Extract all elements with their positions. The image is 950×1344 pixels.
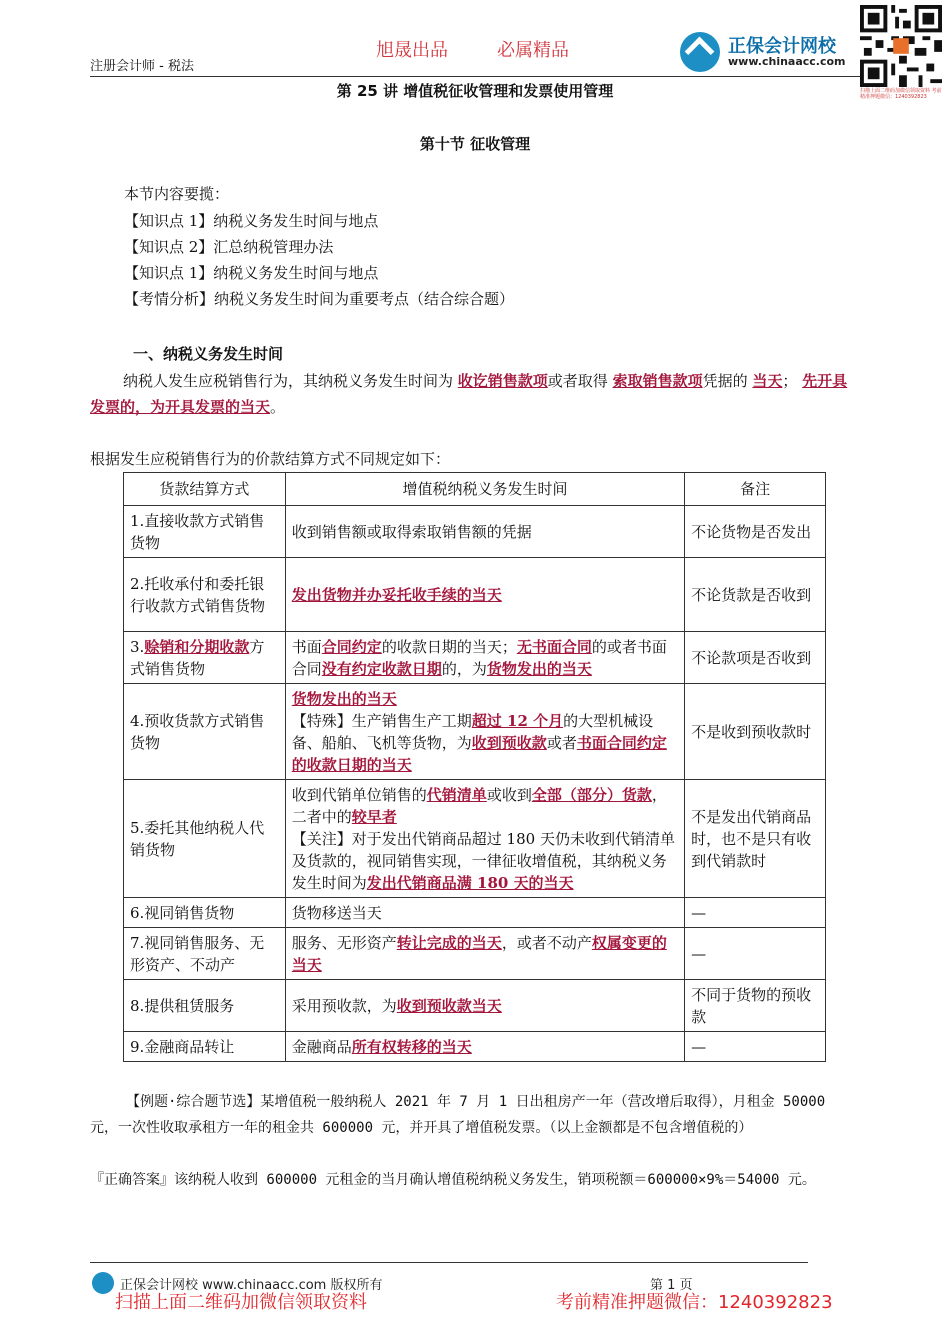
- time-cell: [285, 632, 684, 684]
- time-cell: [285, 1032, 684, 1062]
- table-header-row: [124, 473, 826, 506]
- key-text: 发出代销商品满 180 天的当天: [366, 873, 574, 892]
- footer-promo-left[interactable]: 扫描上面二维码加微信领取资料: [115, 1292, 367, 1313]
- cell-text: 方式销售货物: [130, 637, 265, 678]
- slogan-right: 必属精品: [497, 40, 569, 61]
- header-divider: [90, 76, 860, 77]
- table-row: [124, 558, 826, 632]
- cell-text: 收到代销单位销售的: [291, 785, 427, 804]
- footer-copyright: 正保会计网校 www.chinaacc.com 版权所有: [120, 1278, 383, 1293]
- para-text: 或者取得: [547, 372, 613, 390]
- cell-text: 的收款日期的当天；: [381, 637, 517, 656]
- cell-text: 的或者书面合同: [291, 637, 667, 678]
- footer-logo-icon: [92, 1272, 114, 1294]
- table-row: [124, 632, 826, 684]
- outline-intro: 本节内容要揽：: [124, 185, 230, 203]
- key-text: 无书面合同: [516, 637, 592, 656]
- note-cell: 不是发出代销商品时，也不是只有收到代销款时: [685, 780, 826, 898]
- time-cell: 收到销售额或取得索取销售额的凭据: [285, 506, 684, 558]
- note-cell: 不是收到预收款时: [685, 684, 826, 780]
- mode-cell: 8.提供租赁服务: [124, 980, 286, 1032]
- note-cell: 不同于货物的预收款: [685, 980, 826, 1032]
- example-answer: 『正确答案』该纳税人收到 600000 元租金的当月确认增值税纳税义务发生，销项税额＝600000×9%＝54000 元。: [90, 1172, 816, 1188]
- mode-cell: 6.视同销售货物: [124, 898, 286, 928]
- cell-text: 【关注】对于发出代销商品超过 180 天仍未收到代销清单及货款的，视同销售实现，一律征收增值税，其纳税义务发生时间为: [291, 829, 675, 892]
- outline-item: 【考情分析】纳税义务发生时间为重要考点（结合综合题）: [124, 290, 515, 308]
- key-text: 收到预收款: [471, 733, 547, 752]
- note-cell: —: [685, 1032, 826, 1062]
- cell-text: 采用预收款，为: [291, 996, 397, 1015]
- cell-text: 或者: [546, 733, 577, 752]
- key-text: 书面合同约定的收款日期的当天: [291, 733, 667, 774]
- column-header: 货款结算方式: [124, 473, 286, 506]
- key-text: 货物发出的当天: [486, 659, 592, 678]
- outline-item: 【知识点 1】纳税义务发生时间与地点: [124, 212, 379, 230]
- key-text: 收到预收款当天: [396, 996, 502, 1015]
- logo-url: www.chinaacc.com: [728, 55, 846, 68]
- column-header: 备注: [685, 473, 826, 506]
- para-key: 收讫销售款项: [457, 372, 548, 390]
- page-number: 第 1 页: [650, 1278, 693, 1293]
- outline-item: 【知识点 1】纳税义务发生时间与地点: [124, 264, 379, 282]
- cell-text: 或收到: [486, 785, 532, 804]
- key-text: 转让完成的当天: [396, 933, 502, 952]
- qr-caption: 扫描上面二维码加微信领取资料 考前精准押题微信：1240392823: [860, 88, 942, 100]
- table-row: [124, 898, 826, 928]
- para-key: 当天: [752, 372, 783, 390]
- qr-code-icon[interactable]: [860, 5, 942, 87]
- time-cell: [285, 558, 684, 632]
- footer-divider: [90, 1262, 808, 1263]
- note-cell: —: [685, 898, 826, 928]
- para-text: 凭据的: [702, 372, 753, 390]
- mode-cell: 7.视同销售服务、无形资产、不动产: [124, 928, 286, 980]
- cell-text: 【特殊】生产销售生产工期: [291, 711, 472, 730]
- heading-tax-time: 一、纳税义务发生时间: [133, 345, 284, 363]
- mode-cell: 2.托收承付和委托银行收款方式销售货物: [124, 558, 286, 632]
- key-text: 赊销和分期收款: [144, 637, 250, 656]
- time-cell: [285, 980, 684, 1032]
- note-cell: 不论货款是否收到: [685, 558, 826, 632]
- mode-cell: 9.金融商品转让: [124, 1032, 286, 1062]
- key-text: 全部（部分）货款: [531, 785, 652, 804]
- mode-cell: [124, 632, 286, 684]
- table-row: [124, 684, 826, 780]
- key-text: 货物发出的当天: [291, 689, 397, 708]
- cell-text: 服务、无形资产: [291, 933, 397, 952]
- key-text: 较早者: [351, 807, 397, 826]
- key-text: 超过 12 个月: [471, 711, 564, 730]
- key-text: 发出货物并办妥托收手续的当天: [291, 585, 502, 604]
- table-intro: 根据发生应税销售行为的价款结算方式不同规定如下：: [90, 450, 451, 468]
- cell-text: 的大型机械设备、船舶、飞机等货物，为: [291, 711, 654, 752]
- lecture-title: 第 25 讲 增值税征收管理和发票使用管理: [336, 82, 614, 100]
- mode-cell: 1.直接收款方式销售货物: [124, 506, 286, 558]
- table-row: [124, 980, 826, 1032]
- time-cell: [285, 780, 684, 898]
- note-cell: 不论款项是否收到: [685, 632, 826, 684]
- table-row: [124, 1032, 826, 1062]
- para-text: 。: [270, 398, 286, 416]
- cell-text: 书面: [291, 637, 322, 656]
- key-text: 合同约定: [321, 637, 382, 656]
- example-question: 【例题·综合题节选】某增值税一般纳税人 2021 年 7 月 1 日出租房产一年（营改增后取得），月租金 50000 元，一次性收取承租方一年的租金共 600000 元，并开具了增值税发票。（以上金额都是不包含增值税的）: [90, 1094, 826, 1136]
- note-cell: 不论货物是否发出: [685, 506, 826, 558]
- key-text: 没有约定收款日期: [321, 659, 442, 678]
- key-text: 代销清单: [426, 785, 487, 804]
- time-cell: 货物移送当天: [285, 898, 684, 928]
- note-cell: —: [685, 928, 826, 980]
- column-header: 增值税纳税义务发生时间: [285, 473, 684, 506]
- key-text: 所有权转移的当天: [351, 1037, 472, 1056]
- time-cell: [285, 928, 684, 980]
- tax-time-paragraph: [90, 368, 860, 420]
- logo-name: 正保会计网校: [728, 36, 836, 57]
- cell-text: ，或者不动产: [501, 933, 592, 952]
- cell-text: 金融商品: [291, 1037, 352, 1056]
- section-title: 第十节 征收管理: [419, 135, 531, 153]
- table-row: [124, 928, 826, 980]
- mode-cell: 5.委托其他纳税人代销货物: [124, 780, 286, 898]
- slogan-left: 旭晟出品: [376, 40, 448, 61]
- para-key: 先开具发票的，为开具发票的当天: [90, 372, 848, 416]
- cell-text: 3.: [130, 637, 145, 656]
- table-row: [124, 506, 826, 558]
- footer-promo-right[interactable]: 考前精准押题微信：1240392823: [556, 1292, 833, 1313]
- cell-text: 的，为: [441, 659, 487, 678]
- outline-item: 【知识点 2】汇总纳税管理办法: [124, 238, 334, 256]
- para-key: 索取销售款项: [612, 372, 703, 390]
- table-row: [124, 780, 826, 898]
- cell-text: ，二者中的: [291, 785, 667, 826]
- para-text: 纳税人发生应税销售行为，其纳税义务发生时间为: [123, 372, 458, 390]
- tax-time-table: [123, 472, 826, 1062]
- mode-cell: 4.预收货款方式销售货物: [124, 684, 286, 780]
- logo-icon: [680, 32, 720, 72]
- para-text: ；: [782, 372, 803, 390]
- time-cell: [285, 684, 684, 780]
- course-name: 注册会计师 - 税法: [90, 59, 194, 74]
- key-text: 权属变更的当天: [291, 933, 667, 974]
- brand-logo[interactable]: [680, 30, 855, 74]
